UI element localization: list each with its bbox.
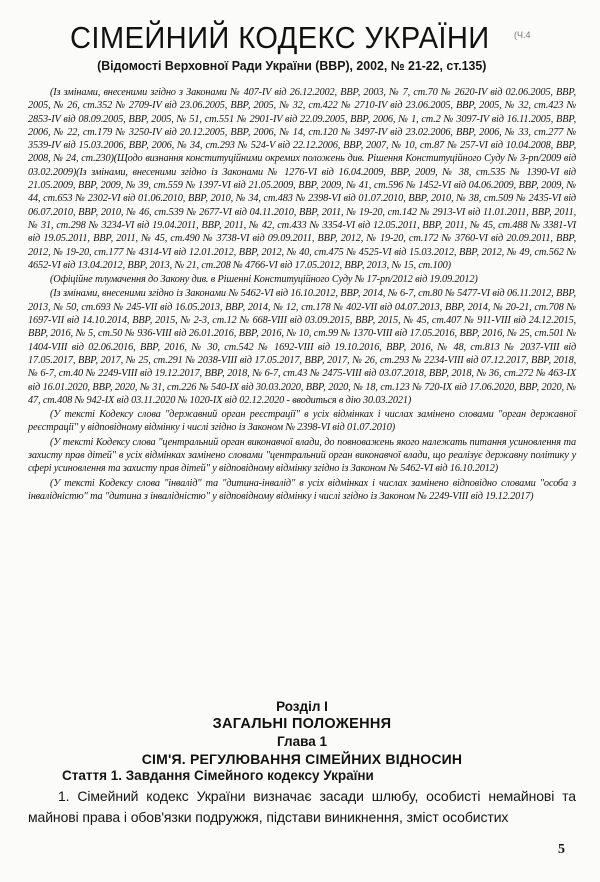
- headings-block: [28, 698, 576, 768]
- amendment-note: (У тексті Кодексу слова "державний орган реєстрації" в усіх відмінках і числах замінено словами "орган державної реєстрації" у відповідному відмінку і числі згідно із Законом № 2398-VI від 01.07.2010): [28, 409, 576, 434]
- document-title: СІМЕЙНИЙ КОДЕКС УКРАЇНИ: [70, 20, 490, 55]
- amendment-note: (Із змінами, внесеними згідно з Законами № 407-IV від 26.12.2002, ВВР, 2003, № 7, ст.70 № 2620-IV від 02.06.2005, ВВР, 2005, № 26, ст.352 № 2709-IV від 23.06.2005, ВВР, 2005, № 32, ст.422 № 2710-IV від 23.06.2005, ВВР, 2005, № 32, ст.423 № 2853-IV від 08.09.2005, ВВР, 2005, № 51, ст.551 № 2901-IV від 22.09.2005, ВВР, 2006, № 1, ст.2 № 3097-IV від 16.11.2005, ВВР, 2006, № 22, ст.179 № 3250-IV від 20.12.2005, ВВР, 2006, № 14, ст.120 № 3497-IV від 23.02.2006, ВВР, 2006, № 33, ст.277 № 3539-IV від 15.03.2006, ВВР, 2006, № 34, ст.293 № 524-V від 22.12.2006, ВВР, 2007, № 10, ст.87 № 257-VI від 10.04.2008, ВВР, 2008, № 24, ст.230)(Щодо визнання конституційними окремих положень див. Рішення Конституційного Суду № 3-рп/2009 від 03.02.2009)(Із змінами, внесеними згідно із Законами № 1276-VI від 16.04.2009, ВВР, 2009, № 38, ст.535 № 1390-VI від 21.05.2009, ВВР, 2009, № 39, ст.559 № 1397-VI від 21.05.2009, ВВР, 2009, № 41, ст.596 № 1452-VI від 04.06.2009, ВВР, 2009, № 44, ст.653 № 2302-VI від 01.06.2010, ВВР, 2010, № 34, ст.483 № 2398-VI від 01.07.2010, ВВР, 2010, № 38, ст.509 № 2435-VI від 06.07.2010, ВВР, 2010, № 46, ст.539 № 2677-VI від 04.11.2010, ВВР, 2011, № 19-20, ст.142 № 2913-VI від 11.01.2011, ВВР, 2011, № 31, ст.298 № 3234-VI від 19.04.2011, ВВР, 2011, № 42, ст.433 № 3354-VI від 12.05.2011, ВВР, 2011, № 45, ст.488 № 3381-VI від 19.05.2011, ВВР, 2011, № 45, ст.490 № 3738-VI від 09.09.2011, ВВР, 2012, № 19-20, ст.172 № 3760-VI від 20.09.2011, ВВР, 2012, № 19-20, ст.177 № 4314-VI від 12.01.2012, ВВР, 2012, № 40, ст.475 № 4525-VI від 15.03.2012, ВВР, 2012, № 49, ст.562 № 4652-VI від 13.04.2012, ВВР, 2013, № 21, ст.208 № 4766-VI від 17.05.2012, ВВР, 2013, № 15, ст.100): [28, 87, 576, 271]
- document-subtitle: (Відомості Верховної Ради України (ВВР), 2002, № 21-22, ст.135): [97, 58, 487, 73]
- amendment-note: (Офіційне тлумачення до Закону див. в Рішенні Конституційного Суду № 17-рп/2012 від 19.09.2012): [50, 274, 478, 286]
- amendment-note: (У тексті Кодексу слова "інвалід" та "дитина-інвалід" в усіх відмінках і числах замінено відповідно словами "особа з інвалідністю" та "дитина з інвалідністю" у відповідному відмінку і числі згідно із Законом № 2249-VIII від 19.12.2017): [28, 477, 576, 502]
- article-text: 1. Сімейний кодекс України визначає засади шлюбу, особисті немайнові та майнові права і обов'язки подружжя, підстави виникнення, зміст особистих: [28, 788, 576, 825]
- article-title: Стаття 1. Завдання Сімейного кодексу України: [62, 768, 374, 783]
- section-heading: Розділ I: [276, 699, 328, 714]
- amendment-note: (У тексті Кодексу слова "центральний орган виконавчої влади, до повноважень якого належать питання усиновлення та захисту прав дітей" в усіх відмінках замінено словами "центральний орган виконавчої влади, що реалізує державну політику у сфері усиновлення та захисту прав дітей" у відповідному відмінку згідно із Законом № 5462-VI від 16.10.2012): [28, 436, 576, 475]
- page-number: 5: [558, 842, 565, 857]
- section-title: ЗАГАЛЬНІ ПОЛОЖЕННЯ: [212, 716, 392, 732]
- chapter-title: СІМ'Я. РЕГУЛЮВАННЯ СІМЕЙНИХ ВІДНОСИН: [141, 751, 463, 767]
- margin-note: (Ч.4: [514, 30, 531, 40]
- amendment-notes: [28, 86, 576, 503]
- chapter-heading: Глава 1: [277, 734, 327, 749]
- amendment-note: (Із змінами, внесеними згідно із Законами № 5462-VI від 16.10.2012, ВВР, 2014, № 6-7, ст.80 № 5477-VI від 06.11.2012, ВВР, 2013, № 50, ст.693 № 245-VII від 16.05.2013, ВВР, 2014, № 12, ст.178 № 402-VII від 04.07.2013, ВВР, 2014, № 20-21, ст.708 № 1697-VII від 14.10.2014, ВВР, 2015, № 2-3, ст.12 № 668-VIII від 03.09.2015, ВВР, 2015, № 45, ст.407 № 911-VIII від 24.12.2015, ВВР, 2016, № 5, ст.50 № 936-VIII від 26.01.2016, ВВР, 2016, № 10, ст.99 № 1370-VIII від 17.05.2016, ВВР, 2016, № 25, ст.501 № 1404-VIII від 02.06.2016, ВВР, 2016, № 30, ст.542 № 1692-VIII від 19.10.2016, ВВР, 2016, № 48, ст.813 № 2037-VIII від 17.05.2017, ВВР, 2017, № 25, ст.291 № 2038-VIII від 17.05.2017, ВВР, 2017, № 26, ст.293 № 2234-VIII від 07.12.2017, ВВР, 2018, № 6-7, ст.40 № 2249-VIII від 19.12.2017, ВВР, 2018, № 6-7, ст.43 № 2475-VIII від 03.07.2018, ВВР, 2018, № 36, ст.272 № 463-IX від 16.01.2020, ВВР, 2020, № 31, ст.226 № 540-IX від 30.03.2020, ВВР, 2020, № 18, ст.123 № 720-IX від 17.06.2020, ВВР, 2020, № 47, ст.408 № 942-IX від 03.11.2020 № 1020-IX від 02.12.2020 - вводиться в дію 30.03.2021): [28, 288, 576, 406]
